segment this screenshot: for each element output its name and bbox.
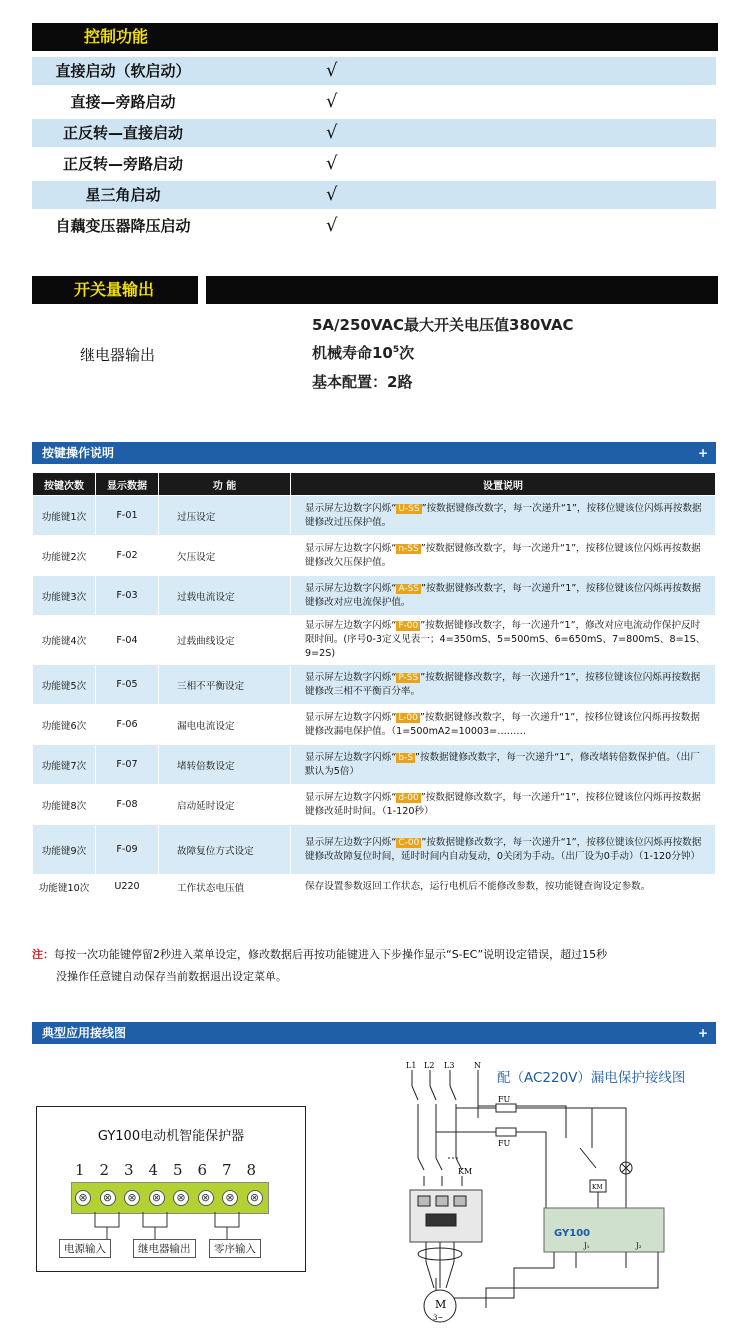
terminal-screw-icon: ⊗ [100, 1190, 116, 1206]
relay-life-exponent: 5 [392, 345, 400, 355]
label-l1: L1 [406, 1061, 417, 1070]
display-data-cell: F-06 [96, 705, 159, 745]
switch-header-right [206, 276, 718, 304]
protector-title: GY100电动机智能保护器 [97, 1129, 245, 1144]
note-line2: 没操作任意键自动保存当前数据退出设定菜单。 [56, 970, 287, 983]
terminal-number: 3 [124, 1161, 134, 1179]
description-cell [291, 785, 716, 825]
description-text: 保存设置参数返回工作状态，运行电机后不能修改参数，按功能键查询设定参数。 [305, 880, 651, 892]
control-function-row [32, 212, 716, 240]
description-cell [291, 536, 716, 576]
description-text: 显示屏左边数字闪烁“ [305, 620, 397, 631]
terminal-number: 2 [99, 1161, 110, 1179]
display-data-cell: F-08 [96, 785, 159, 825]
control-header-bar [32, 23, 718, 51]
terminal-screw-icon: ⊗ [222, 1190, 238, 1206]
description-cell [291, 875, 716, 899]
protector-terminal-box [36, 1106, 306, 1272]
control-function-label: 星三角启动 [85, 186, 161, 204]
display-code-badge: L-00 [398, 712, 418, 723]
terminal-screw-icon: ⊗ [247, 1190, 263, 1206]
table-row [33, 825, 716, 875]
table-row [33, 745, 716, 785]
description-text: 显示屏左边数字闪烁“ [305, 502, 397, 514]
key-presses-cell: 功能键7次 [33, 745, 96, 785]
relay-life-text: 机械寿命10 [312, 344, 393, 362]
description-text: 显示屏左边数字闪烁“ [305, 542, 397, 554]
display-data-cell: U220 [96, 875, 159, 899]
function-cell: 故障复位方式设定 [159, 825, 291, 875]
description-text: 显示屏左边数字闪烁“ [305, 751, 397, 763]
display-code-badge: P-SS [398, 672, 419, 683]
description-text: ”按数据键修改数字，每一次递升“1”，修改堵转倍数保护值。（出厂默认为5倍） [305, 751, 700, 777]
display-data-cell: F-07 [96, 745, 159, 785]
control-function-label: 正反转—旁路启动 [62, 155, 183, 173]
label-relay-output: 继电器输出 [133, 1239, 196, 1258]
display-code-badge: U-SS [398, 503, 420, 514]
key-presses-cell: 功能键5次 [33, 665, 96, 705]
control-function-row [32, 181, 716, 209]
relay-spec-line2 [312, 342, 414, 363]
label-motor: M [435, 1298, 447, 1311]
table-row [33, 785, 716, 825]
display-data-cell: F-02 [96, 536, 159, 576]
col-header-presses: 按键次数 [33, 473, 96, 496]
control-function-row [32, 150, 716, 178]
function-cell: 过载电流设定 [159, 576, 291, 616]
key-presses-cell: 功能键8次 [33, 785, 96, 825]
control-function-row [32, 88, 716, 116]
key-presses-cell: 功能键4次 [33, 616, 96, 665]
function-cell: 三相不平衡设定 [159, 665, 291, 705]
terminal-screw-icon: ⊗ [198, 1190, 214, 1206]
label-motor-phase: 3~ [433, 1314, 444, 1322]
col-header-function: 功 能 [159, 473, 291, 496]
terminal-number: 7 [222, 1161, 232, 1179]
table-row [33, 616, 716, 665]
check-mark-icon: √ [326, 60, 338, 81]
display-data-cell: F-01 [96, 496, 159, 536]
relay-life-unit: 次 [399, 344, 415, 362]
table-row [33, 576, 716, 616]
label-n: N [474, 1061, 481, 1070]
control-function-label: 直接—旁路启动 [70, 93, 176, 111]
label-zero-sequence-input: 零序输入 [209, 1239, 261, 1258]
col-header-display: 显示数据 [96, 473, 159, 496]
function-cell: 工作状态电压值 [159, 875, 291, 899]
switch-title: 开关量输出 [74, 280, 155, 299]
description-text: ”按数据键修改数字，每一次递升“1”，按移位键该位闪烁再按数据键修改三相不平衡百分率。 [305, 671, 701, 697]
terminal-screw-icon: ⊗ [173, 1190, 189, 1206]
table-row [33, 665, 716, 705]
wiring-diagram-title: 配（AC220V）漏电保护接线图 [497, 1070, 686, 1086]
key-presses-cell: 功能键1次 [33, 496, 96, 536]
terminal-number: 8 [246, 1161, 257, 1179]
table-row [33, 496, 716, 536]
terminal-screw-icon: ⊗ [75, 1190, 91, 1206]
description-text: ”按数据键修改数字，每一次递升“1”，按移位键该位闪烁再按数据键修改过压保护值。 [305, 502, 702, 528]
note-label: 注： [32, 948, 54, 961]
note-block [32, 944, 722, 988]
label-fu-top: FU [498, 1095, 511, 1104]
description-cell [291, 616, 716, 665]
relay-label: 继电器输出 [80, 346, 156, 364]
key-presses-cell: 功能键10次 [33, 875, 96, 899]
display-data-cell: F-03 [96, 576, 159, 616]
wiring-diagram [396, 1058, 696, 1328]
description-text: 显示屏左边数字闪烁“ [305, 836, 397, 848]
control-function-row [32, 57, 716, 85]
display-code-badge: F-00 [398, 621, 419, 631]
label-j2: J₂ [636, 1242, 642, 1250]
function-cell: 欠压设定 [159, 536, 291, 576]
label-km: KM [458, 1167, 473, 1176]
relay-spec-line1: 5A/250VAC最大开关电压值380VAC [312, 316, 574, 334]
terminal-screw-icon: ⊗ [149, 1190, 165, 1206]
label-l2: L2 [424, 1061, 435, 1070]
description-text: ”按数据键修改数字，每一次递升“1”，按移位键该位闪烁再按数据键修改漏电保护值。（1=500mA2=10003=……… [305, 711, 700, 737]
control-function-label: 自藕变压器降压启动 [55, 217, 191, 235]
description-cell [291, 705, 716, 745]
description-cell [291, 496, 716, 536]
control-function-label: 直接启动（软启动） [55, 62, 191, 80]
description-text: 显示屏左边数字闪烁“ [305, 791, 397, 803]
key-presses-cell: 功能键9次 [33, 825, 96, 875]
check-mark-icon: √ [326, 91, 338, 112]
function-cell: 过压设定 [159, 496, 291, 536]
function-cell: 堵转倍数设定 [159, 745, 291, 785]
control-title: 控制功能 [84, 27, 149, 46]
expand-plus-icon[interactable]: + [697, 1026, 708, 1040]
description-text: ”按数据键修改数字，每一次递升“1”，修改对应电流动作保护反时限时间。(序号0-3定义见表一；4=350mS、5=500mS、6=650mS、7=800mS、8=1S、9=2S) [305, 620, 706, 659]
description-text: 显示屏左边数字闪烁“ [305, 671, 397, 683]
function-cell: 漏电电流设定 [159, 705, 291, 745]
note-line1: 每按一次功能键停留2秒进入菜单设定，修改数据后再按功能键进入下步操作显示“S-EC”说明设定错误，超过15秒 [54, 948, 608, 961]
display-code-badge: n-SS [398, 543, 419, 554]
terminal-number: 1 [75, 1161, 85, 1179]
display-code-badge: C-00 [398, 837, 420, 848]
control-function-label: 正反转—直接启动 [62, 124, 183, 142]
key-presses-cell: 功能键2次 [33, 536, 96, 576]
check-mark-icon: √ [326, 153, 338, 174]
display-data-cell: F-09 [96, 825, 159, 875]
description-cell [291, 576, 716, 616]
label-j1: J₁ [584, 1242, 590, 1250]
terminal-number: 4 [148, 1161, 159, 1179]
wiring-header-bar [32, 1022, 716, 1044]
description-text: ”按数据键修改数字，每一次递升“1”，按移位键该位闪烁再按数据键修改延时时间。（1-120秒） [305, 791, 701, 817]
description-text: ”按数据键修改数字，每一次递升“1”，按移位键该位闪烁再按数据键修改对应电流保护值。 [305, 582, 702, 608]
wiring-title: 典型应用接线图 [42, 1026, 127, 1040]
key-operation-table [32, 472, 716, 899]
description-text: ”按数据键修改数字，每一次递升“1”，按移位键该位闪烁再按数据键修改故障复位时间，延时时间内自动复动，0关闭为手动。（出厂设为0手动）（1-120分钟） [305, 836, 702, 862]
check-mark-icon: √ [326, 215, 338, 236]
display-code-badge: b-S [398, 752, 414, 763]
table-row [33, 536, 716, 576]
display-data-cell: F-05 [96, 665, 159, 705]
description-text: ”按数据键修改数字，每一次递升“1”，按移位键该位闪烁再按数据键修改欠压保护值。 [305, 542, 701, 568]
col-header-description: 设置说明 [291, 473, 716, 496]
terminal-number: 5 [173, 1161, 183, 1179]
description-cell [291, 665, 716, 705]
check-mark-icon: √ [326, 122, 338, 143]
function-cell: 启动延时设定 [159, 785, 291, 825]
key-presses-cell: 功能键6次 [33, 705, 96, 745]
function-cell: 过载曲线设定 [159, 616, 291, 665]
check-mark-icon: √ [326, 184, 338, 205]
table-row [33, 875, 716, 899]
description-cell [291, 745, 716, 785]
label-l3: L3 [444, 1061, 455, 1070]
display-code-badge: A-SS [398, 583, 419, 594]
control-function-row [32, 119, 716, 147]
keys-title: 按键操作说明 [42, 446, 115, 460]
table-row [33, 705, 716, 745]
label-fu-bottom: FU [498, 1139, 511, 1148]
description-cell [291, 825, 716, 875]
display-code-badge: d-00 [398, 792, 419, 803]
label-km-coil: KM [592, 1184, 603, 1191]
keys-header-bar [32, 442, 716, 464]
relay-spec-line3: 基本配置：2路 [312, 373, 413, 391]
display-data-cell: F-04 [96, 616, 159, 665]
terminal-screw-icon: ⊗ [124, 1190, 140, 1206]
description-text: 显示屏左边数字闪烁“ [305, 711, 397, 723]
description-text: 显示屏左边数字闪烁“ [305, 582, 397, 594]
expand-plus-icon[interactable]: + [697, 446, 708, 460]
terminal-number: 6 [197, 1161, 208, 1179]
label-gy100: GY100 [554, 1228, 591, 1239]
table-header-row [33, 473, 716, 496]
key-presses-cell: 功能键3次 [33, 576, 96, 616]
label-power-input: 电源输入 [59, 1239, 111, 1258]
switch-header-left [32, 276, 198, 304]
